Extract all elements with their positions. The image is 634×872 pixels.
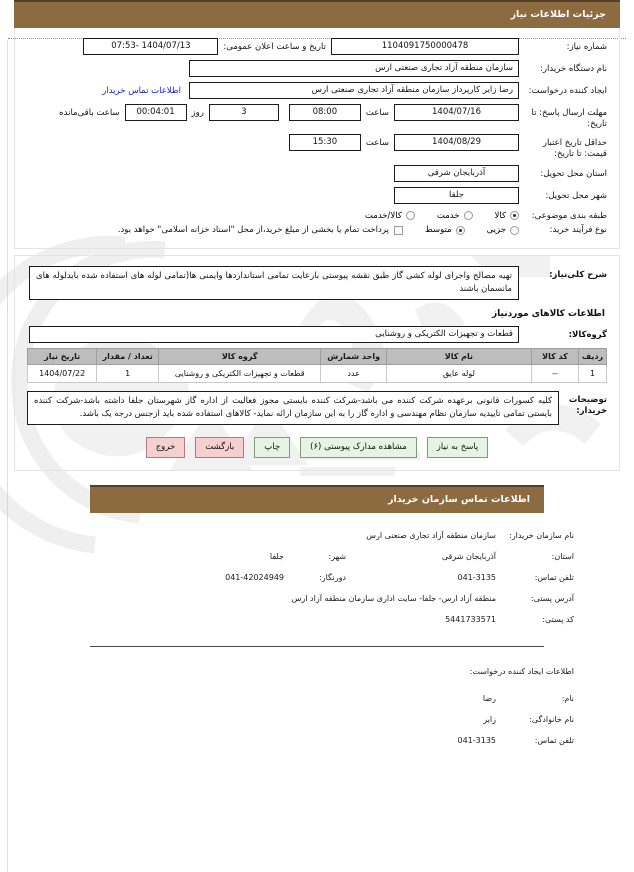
exit-button[interactable]: خروج — [146, 437, 186, 458]
need-number-label: شماره نیاز: — [566, 42, 607, 52]
row-delivery-province — [27, 165, 607, 182]
remaining-days-value: 3 — [209, 104, 279, 121]
row-contact-phone — [60, 573, 574, 582]
category-option-kala-khedmat[interactable] — [365, 211, 415, 221]
radio-selected-icon[interactable] — [510, 211, 519, 220]
need-number-value: 1104091750000478 — [331, 38, 519, 55]
creator-phone-label: تلفن تماس: — [534, 736, 574, 746]
row-creator — [27, 82, 607, 99]
treasury-bond-label: پرداخت تمام یا بخشی از مبلغ خرید،از محل "اسناد خزانه اسلامی" خواهد بود. — [117, 225, 389, 236]
creator-last-name-value: زایر — [483, 715, 496, 725]
row-contact-postal — [60, 615, 574, 624]
cell-item-group: قطعات و تجهیزات الکتریکی و روشنایی — [158, 365, 320, 383]
creator-first-name-label: نام: — [561, 694, 574, 704]
process-option-jozee[interactable] — [487, 225, 519, 235]
creator-first-name-value: رضا — [482, 694, 496, 704]
creator-value: رضا زایر کارپرداز سازمان منطقه آزاد تجاری صنعتی ارس — [189, 82, 519, 99]
remaining-time-label: ساعت باقی‌مانده — [59, 108, 120, 118]
contact-divider — [90, 646, 544, 647]
contact-org-name-label: نام سازمان خریدار: — [509, 531, 574, 541]
creator-phone-value: 041-3135 — [457, 736, 496, 746]
row-price-validity — [27, 134, 607, 159]
remaining-days-unit: روز — [191, 108, 204, 118]
process-option-label: متوسط — [424, 225, 452, 236]
buyer-org-value: سازمان منطقه آزاد تجاری صنعتی ارس — [189, 60, 519, 77]
deadline-time-label: ساعت — [365, 108, 389, 118]
buyer-notes-value: کلیه کسورات قانونی برعهده شرکت کننده می باشد-شرکت کننده بایستی مجوز فعالیت از اداره گاز شهرستان جلفا داشته باشد-شرکت کننده بایستی تمامی تاییدیه سازمان نظام مهندسی و اداره گاز را به این سازمان ارائه نماید- کالاهای استفاده شده باید ازجنس درجه یک باشد. — [27, 391, 559, 425]
row-subject-category — [27, 211, 607, 222]
deadline-time: 08:00 — [289, 104, 361, 121]
contact-fax-value: 041-42024949 — [225, 573, 284, 583]
contact-address-value: منطقه آزاد ارس- جلفا- سایت اداری سازمان منطقه آزاد ارس — [291, 594, 496, 604]
deadline-label: مهلت ارسال پاسخ: تا تاریخ: — [531, 108, 607, 129]
need-details-title: جزئیات اطلاعات نیاز — [510, 9, 606, 20]
row-contact-address — [60, 594, 574, 603]
cell-unit: عدد — [321, 365, 387, 383]
row-buyer-notes — [27, 391, 607, 425]
cell-need-date: 1404/07/22 — [28, 365, 97, 383]
back-button[interactable]: بازگشت — [195, 437, 244, 458]
remaining-time-value: 00:04:01 — [125, 104, 187, 121]
cell-row-number: 1 — [579, 365, 607, 383]
buyer-contact-body — [0, 513, 634, 745]
contact-phone-label: تلفن تماس: — [534, 573, 574, 583]
col-item-name: نام کالا — [387, 349, 532, 365]
row-need-summary — [27, 266, 607, 300]
validity-date: 1404/08/29 — [394, 134, 519, 151]
category-label: طبقه بندی موضوعی: — [531, 210, 607, 221]
row-need-number — [27, 38, 607, 55]
province-label: استان محل تحویل: — [540, 168, 607, 179]
buyer-contact-header — [90, 485, 544, 513]
col-quantity: تعداد / مقدار — [97, 349, 159, 365]
summary-value: تهیه مصالح واجرای لوله کشی گاز طبق نقشه پیوستی بارعایت تمامی استانداردها وایمنی ها(تمامی لوله های استفاده شده بایدلوله های مانسمان باشند — [29, 266, 519, 300]
contact-postal-label: کد پستی: — [542, 615, 574, 625]
goods-group-value: قطعات و تجهیزات الکتریکی و روشنایی — [29, 326, 519, 343]
row-goods-group — [27, 326, 607, 343]
contact-phone-value: 041-3135 — [457, 573, 496, 583]
category-option-label: خدمت — [436, 210, 460, 221]
process-option-motevaset[interactable] — [425, 225, 465, 235]
radio-icon[interactable] — [464, 211, 473, 220]
category-option-label: کالا/خدمت — [364, 210, 402, 221]
validity-time-label: ساعت — [365, 138, 389, 149]
process-label: نوع فرآیند خرید: — [549, 225, 607, 236]
row-creator-phone — [60, 736, 574, 745]
contact-address-label: آدرس پستی: — [530, 594, 574, 604]
goods-group-label: گروه‌کالا: — [568, 330, 607, 341]
creator-label: ایجاد کننده درخواست: — [528, 86, 607, 96]
cell-item-code: -- — [531, 365, 578, 383]
radio-icon[interactable] — [510, 226, 519, 235]
goods-panel — [14, 255, 620, 472]
deadline-date: 1404/07/16 — [394, 104, 519, 121]
col-need-date: تاریخ نیاز — [28, 349, 97, 365]
table-row — [28, 365, 607, 383]
creator-contact-heading: اطلاعات ایجاد کننده درخواست: — [469, 667, 574, 677]
contact-province-value: آذربایجان شرقی — [441, 552, 496, 562]
validity-time: 15:30 — [289, 134, 361, 151]
contact-city-label: شهر: — [328, 552, 346, 562]
contact-province-label: استان: — [551, 552, 574, 562]
treasury-bond-checkbox-group[interactable] — [118, 225, 403, 235]
contact-city-value: جلفا — [269, 552, 284, 562]
radio-icon[interactable] — [406, 211, 415, 220]
category-option-khedmat[interactable] — [437, 211, 473, 221]
buyer-contact-title: اطلاعات تماس سازمان خریدار — [387, 494, 530, 506]
respond-to-need-button[interactable]: پاسخ به نیاز — [427, 437, 489, 458]
view-attachments-button[interactable]: مشاهده مدارک پیوستی (۶) — [300, 437, 417, 458]
col-item-code: کد کالا — [531, 349, 578, 365]
radio-selected-icon[interactable] — [456, 226, 465, 235]
print-button[interactable]: چاپ — [254, 437, 290, 458]
items-table — [27, 348, 607, 383]
row-creator-first-name — [60, 694, 574, 703]
row-contact-org-name — [60, 531, 574, 540]
col-row-number: ردیف — [579, 349, 607, 365]
cell-item-name: لوله عایق — [387, 365, 532, 383]
province-value: آذربایجان شرقی — [394, 165, 519, 182]
goods-section-title: اطلاعات کالاهای موردنیاز — [491, 309, 605, 320]
row-purchase-process — [27, 225, 607, 236]
row-creator-last-name — [60, 715, 574, 724]
contact-postal-value: 5441733571 — [445, 615, 496, 625]
category-option-label: کالا — [494, 210, 506, 221]
row-deadline — [27, 104, 607, 129]
need-details-panel — [14, 28, 620, 249]
buyer-org-label: نام دستگاه خریدار: — [540, 64, 607, 74]
items-table-header-row — [28, 349, 607, 365]
cell-quantity: 1 — [97, 365, 159, 383]
row-contact-location — [60, 552, 574, 561]
row-delivery-city — [27, 187, 607, 204]
city-label: شهر محل تحویل: — [545, 190, 607, 201]
need-details-header — [14, 0, 620, 28]
announce-label: تاریخ و ساعت اعلان عمومی: — [223, 42, 326, 52]
row-buyer-org — [27, 60, 607, 77]
checkbox-icon[interactable] — [394, 226, 403, 235]
process-option-label: جزیی — [486, 225, 506, 236]
contact-org-name-value: سازمان منطقه آزاد تجاری صنعتی ارس — [366, 531, 496, 541]
contact-fax-label: دورنگار: — [319, 573, 346, 583]
summary-label: شرح کلی‌نیاز: — [549, 269, 607, 280]
validity-label: حداقل تاریخ اعتبار قیمت: تا تاریخ: — [542, 138, 607, 159]
buyer-contact-link[interactable]: اطلاعات تماس خریدار — [102, 86, 181, 96]
city-value: جلفا — [394, 187, 519, 204]
creator-last-name-label: نام خانوادگی: — [529, 715, 574, 725]
col-item-group: گروه کالا — [158, 349, 320, 365]
category-option-kala[interactable] — [495, 211, 519, 221]
action-button-bar — [27, 437, 607, 462]
col-unit: واحد شمارش — [321, 349, 387, 365]
buyer-notes-label: توضیحات خریدار: — [568, 395, 607, 416]
announce-value: 1404/07/13 -07:53 — [83, 38, 218, 55]
